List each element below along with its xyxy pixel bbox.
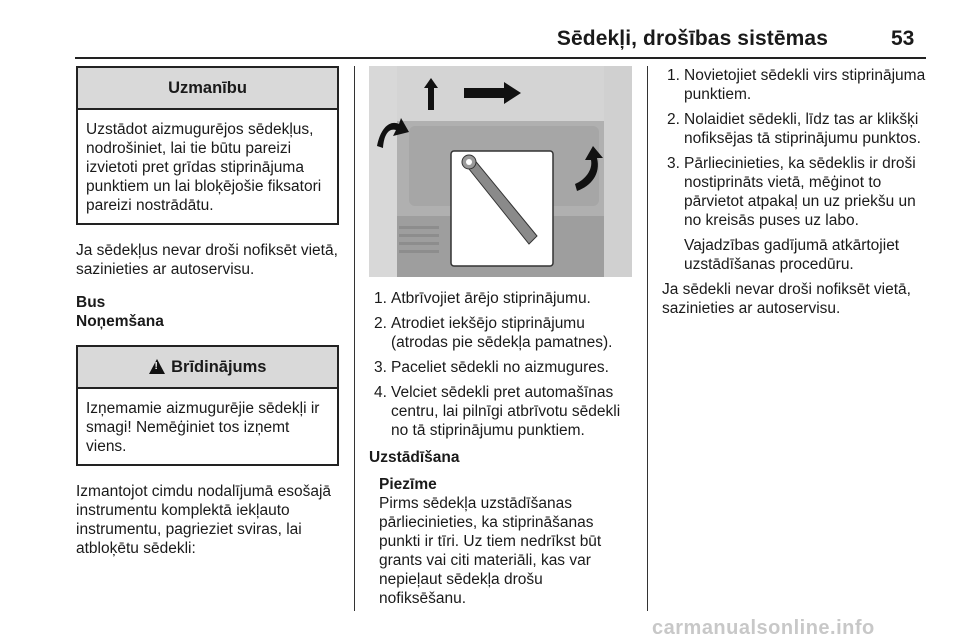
seat-illustration-svg	[369, 66, 632, 277]
watermark: carmanualsonline.info	[652, 617, 875, 639]
column-2	[369, 66, 633, 608]
page-number: 53	[891, 27, 915, 50]
note-body: Pirms sēdekļa uzstādīšanas pārliecinieties, ka stiprināšanas punkti ir tīri. Uz tiem nedrīkst būt grants vai citi materiāli, kas var nepieļaut sēdekļa drošu nofiksēšanu.	[379, 495, 602, 607]
warning-title: Brīdinājums	[171, 358, 267, 376]
column-divider-2	[647, 66, 648, 611]
installation-heading: Uzstādīšana	[369, 449, 460, 466]
warning-header	[78, 347, 337, 389]
caution-box	[76, 66, 339, 225]
header-rule	[75, 57, 926, 59]
list-item: 4. Velciet sēdekli pret automašīnas centru, lai pilnīgi atbrīvotu sēdekli no tā stiprinājumu punktiem.	[374, 384, 621, 439]
section-heading: Bus	[76, 294, 106, 311]
list-item: 1. Atbrīvojiet ārējo stiprinājumu.	[374, 290, 591, 307]
installation-steps	[662, 66, 930, 274]
column-1	[76, 66, 339, 572]
caution-body: Uzstādot aizmugurējos sēdekļus, nodrošiniet, lai tie būtu pareizi izvietoti pret grīdas stiprinājuma punktiem un lai bloķējošie fiksatori pareizi nostrādātu.	[86, 121, 322, 214]
paragraph-autoservice-2: Ja sēdekli nevar droši nofiksēt vietā, sazinieties ar autoservisu.	[662, 281, 911, 317]
paragraph-autoservice: Ja sēdekļus nevar droši nofiksēt vietā, sazinieties ar autoservisu.	[76, 242, 338, 278]
paragraph-tool-instructions: Izmantojot cimdu nodalījumā esošajā instrumentu komplektā iekļauto instrumentu, pagrieziet sviras, lai atbloķētu sēdekli:	[76, 483, 332, 557]
page-header-title: Sēdekļi, drošības sistēmas	[556, 27, 828, 50]
list-item: 3. Paceliet sēdekli no aizmugures.	[374, 359, 609, 376]
list-item: 2. Atrodiet iekšējo stiprinājumu (atrodas pie sēdekļa pamatnes).	[374, 315, 613, 351]
sub-heading-removal: Noņemšana	[76, 313, 164, 330]
column-divider-1	[354, 66, 355, 611]
list-item: 2. Nolaidiet sēdekli, līdz tas ar klikšķi nofiksējas tā stiprinājumu punktos.	[667, 111, 921, 147]
step-extra-note: Vajadzības gadījumā atkārtojiet uzstādīšanas procedūru.	[684, 237, 900, 273]
warning-box	[76, 345, 339, 466]
warning-triangle-icon	[149, 359, 165, 374]
column-3	[662, 66, 930, 332]
list-item: 1. Novietojiet sēdekli virs stiprinājuma punktiem.	[667, 67, 926, 103]
caution-title: Uzmanību	[78, 68, 337, 110]
note-label: Piezīme	[379, 476, 437, 493]
warning-body: Izņemamie aizmugurējie sēdekļi ir smagi! Nemēģiniet tos izņemt viens.	[86, 400, 320, 455]
removal-steps	[369, 289, 633, 440]
seat-removal-illustration	[369, 66, 632, 277]
list-item: 3. Pārliecinieties, ka sēdeklis ir droši nostiprināts vietā, mēģinot to pārvietot atpakaļ un uz priekšu un no kreisās puses uz labo. Vajadzības gadījumā atkārtojiet uzstādīšanas procedūru.	[662, 154, 930, 274]
